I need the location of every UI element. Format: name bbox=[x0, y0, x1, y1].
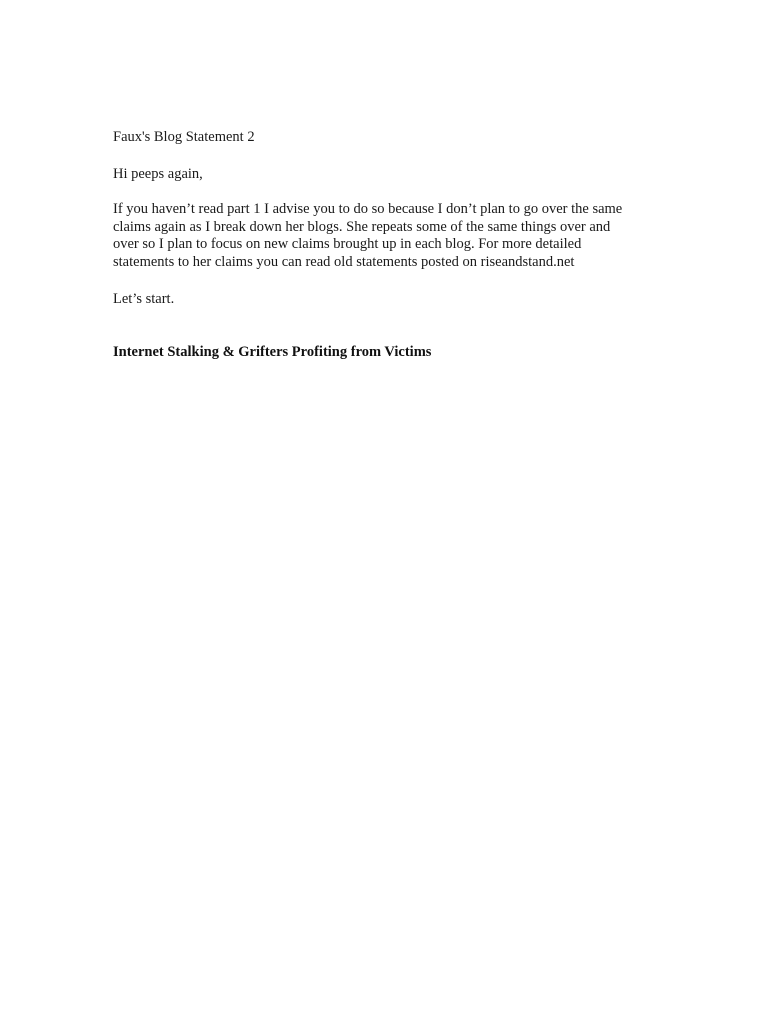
intro-line: statements to her claims you can read old statements posted on riseandstand.net bbox=[113, 253, 575, 270]
intro-line: If you haven’t read part 1 I advise you to do so because I don’t plan to go over the same bbox=[113, 201, 623, 217]
document-title: Faux's Blog Statement 2 bbox=[113, 129, 255, 145]
intro-line: over so I plan to focus on new claims brought up in each blog. For more detailed bbox=[113, 236, 582, 252]
greeting-line: Hi peeps again, bbox=[113, 166, 203, 182]
start-line: Let’s start. bbox=[113, 291, 175, 307]
intro-line: claims again as I break down her blogs. She repeats some of the same things over and bbox=[113, 218, 611, 235]
section-heading: Internet Stalking & Grifters Profiting from Victims bbox=[113, 344, 432, 360]
intro-paragraph bbox=[113, 201, 658, 271]
